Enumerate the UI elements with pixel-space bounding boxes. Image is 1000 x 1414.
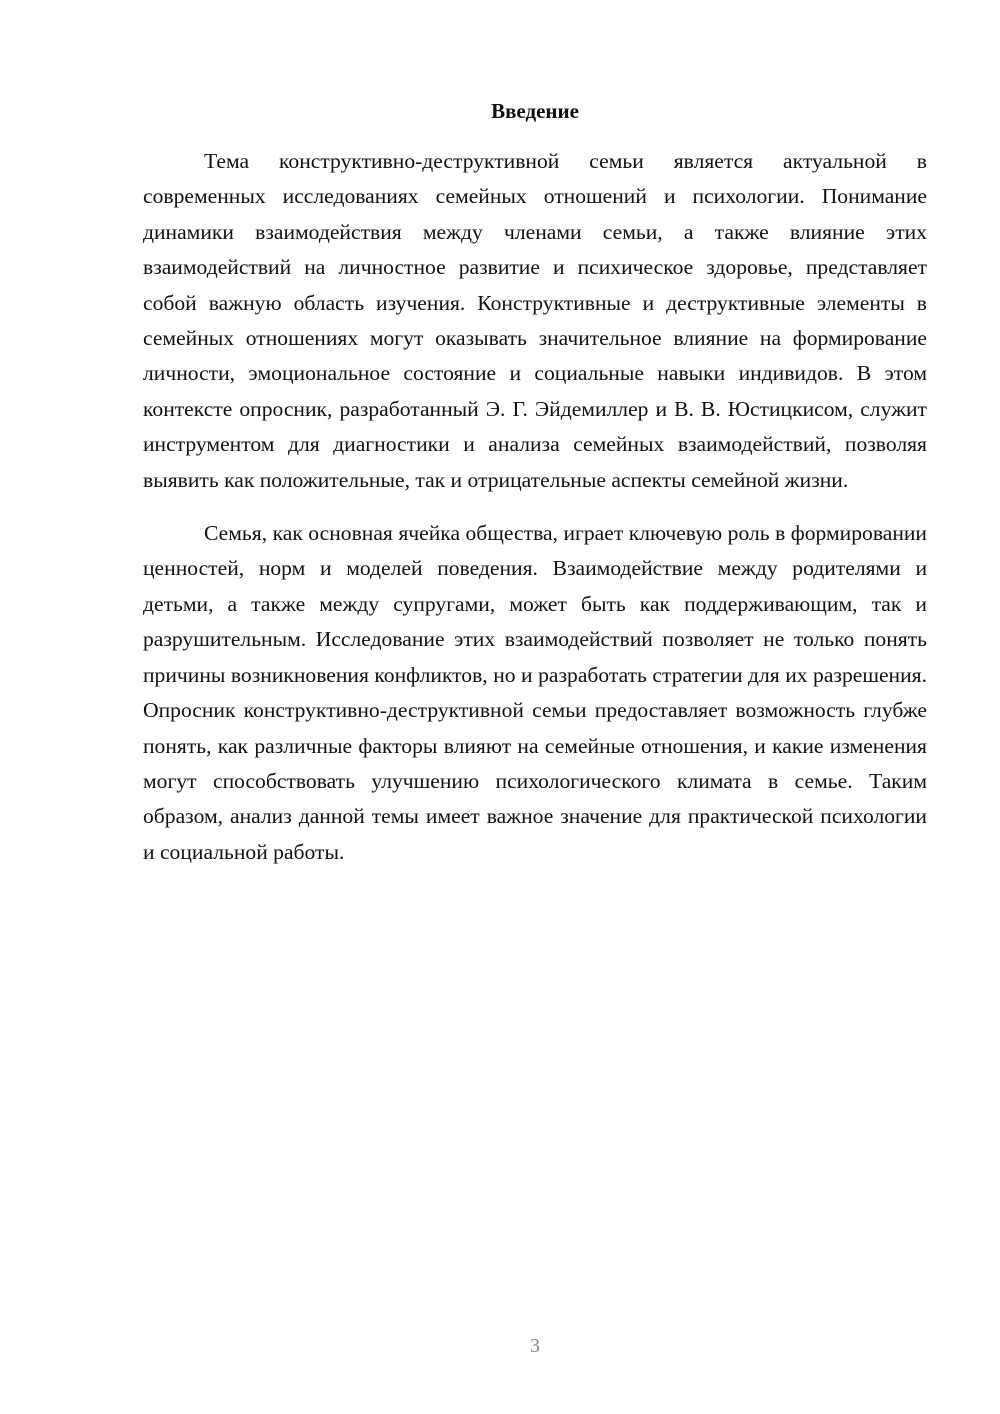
body-text: [143, 144, 927, 870]
paragraph-1: Тема конструктивно-деструктивной семьи является актуальной в современных исследованиях семейных отношений и психологии. Понимание динамики взаимодействия между членами семьи, а также влияние этих взаимодействий на личностное развитие и психическое здоровье, представляет собой важную область изучения. Конструктивные и деструктивные элементы в семейных отношениях могут оказывать значительное влияние на формирование личности, эмоциональное состояние и социальные навыки индивидов. В этом контексте опросник, разработанный Э. Г. Эйдемиллер и В. В. Юстицкисом, служит инструментом для диагностики и анализа семейных взаимодействий, позволяя выявить как положительные, так и отрицательные аспекты семейной жизни.: [143, 149, 927, 492]
page-number: 3: [530, 1335, 540, 1357]
section-title: Введение: [491, 99, 579, 123]
paragraph-2: Семья, как основная ячейка общества, играет ключевую роль в формировании ценностей, норм и моделей поведения. Взаимодействие между родителями и детьми, а также между супругами, может быть как поддерживающим, так и разрушительным. Исследование этих взаимодействий позволяет не только понять причины возникновения конфликтов, но и разработать стратегии для их разрешения. Опросник конструктивно-деструктивной семьи предоставляет возможность глубже понять, как различные факторы влияют на семейные отношения, и какие изменения могут способствовать улучшению психологического климата в семье. Таким образом, анализ данной темы имеет важное значение для практической психологии и социальной работы.: [143, 521, 927, 864]
